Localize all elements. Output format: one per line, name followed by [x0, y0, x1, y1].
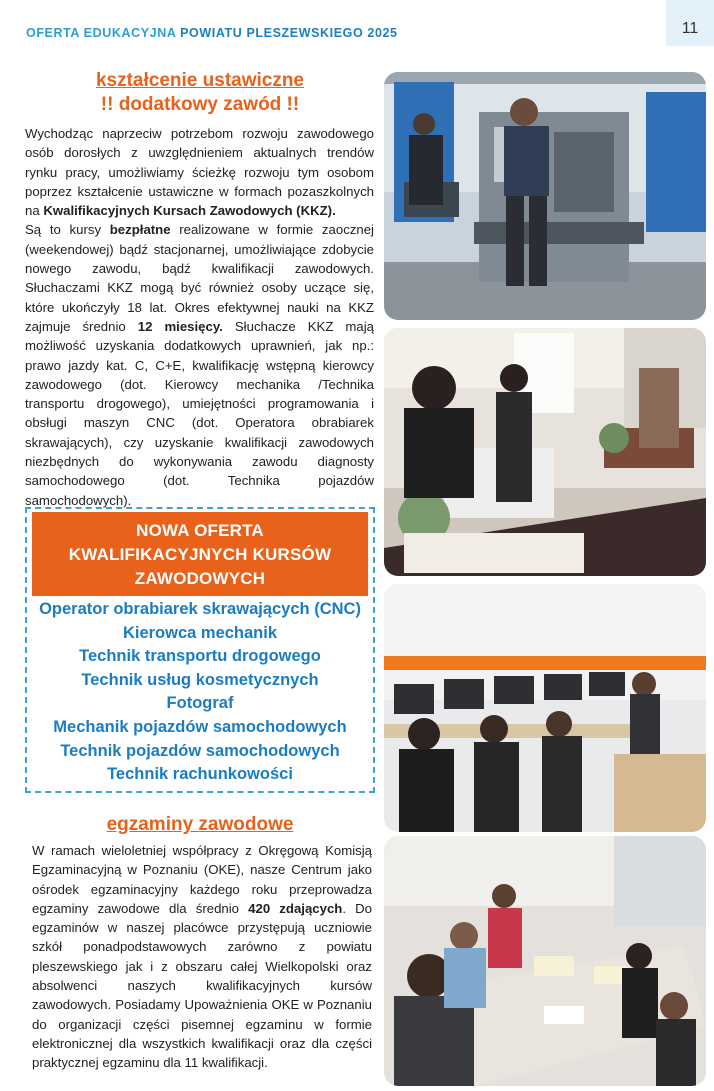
- paragraph-2-text-cont: realizowane w formie zaocznej (weekendowej) bądź stacjonarnej, umożliwiające zdobycie nowego zawodu, bądź kwalifikacji zawodowych. Słuchaczami KKZ mogą być również osoby uczące się, które ukończyły 18 lat. Okres efektywnej nauki na KKZ zajmuje średnio: [25, 222, 374, 334]
- course-item: Mechanik pojazdów samochodowych: [53, 717, 347, 736]
- publication-title-part1: OFERTA EDUKACYJNA: [26, 26, 177, 40]
- computer-lab-photo: [384, 584, 706, 832]
- paragraph-2-text-end: Słuchacze KKZ mają możliwość uzyskania dodatkowych uprawnień, jak np.: prawo jazdy kat. C, C+E, kwalifikację wstępną kierowcy zawodowego (dot. Kierowcy mechanika /Technika transportu drogowego), umiejętności programowania i obsługi maszyn CNC (dot. Operatora obrabiarek skrawających), czy uzyskanie kwalifikacji zawodowych niezbędnych do wykonywania zawodu diagnosty samochodowego (dot. Technika pojazdów samochodowych).: [25, 318, 374, 508]
- page-number: 11: [666, 0, 714, 46]
- course-item: Operator obrabiarek skrawających (CNC): [39, 600, 361, 618]
- exams-text-1: W ramach wieloletniej współpracy z Okręgową Komisją Egzaminacyjną w Poznaniu (OKE), nasze Centrum jako ośrodek egzaminacyjny każdego roku przeprowadza egzaminy zawodowe dla średnio: [32, 843, 372, 916]
- course-item: Technik pojazdów samochodowych: [60, 741, 340, 760]
- publication-title-part2: POWIATU PLESZEWSKIEGO 2025: [180, 26, 398, 40]
- continuing-education-text: [25, 124, 374, 510]
- section-heading-continuing-education: kształcenie ustawiczne: [95, 70, 305, 91]
- course-item: Kierowca mechanik: [122, 623, 278, 642]
- offer-box-title: [32, 512, 368, 596]
- page-header: [0, 0, 714, 56]
- section-subheading-extra-profession: !! dodatkowy zawód !!: [100, 94, 300, 115]
- course-item: Technik rachunkowości: [107, 765, 293, 784]
- paragraph-1-text: Wychodząc naprzeciw potrzebom rozwoju zawodowego osób dorosłych z uwzględnieniem aktualnych trendów rynku pracy, umożliwiamy ścieżkę rozwoju tym osobom poprzez kształcenie ustawiczne w formach pozaszkolnych na: [25, 126, 374, 219]
- paragraph-2-bold-free: bezpłatne: [109, 222, 171, 238]
- publication-title: [26, 26, 398, 40]
- course-item: Technik transportu drogowego: [79, 647, 321, 666]
- course-item: Technik usług kosmetycznych: [81, 670, 319, 689]
- exam-room-photo: [384, 836, 706, 1086]
- section-heading-vocational-exams: egzaminy zawodowe: [106, 814, 294, 835]
- paragraph-1-bold: Kwalifikacyjnych Kursach Zawodowych (KKZ).: [43, 203, 336, 219]
- exams-text-2: . Do egzaminów w naszej placówce przystępują uczniowie szkół ponadpodstawowych zarówno z powiatu pleszewskiego jak i z obszaru całej Wielkopolski oraz absolwenci naszych kwalifikacyjnych kursów zawodowych. Posiadamy Upoważnienia OKE w Poznaniu do organizacji części pisemnej egzaminu w formie elektronicznej dla wszystkich kwalifikacji oraz dla części praktycznej egzaminu dla 11 kwalifikacji.: [32, 900, 373, 1071]
- cnc-workshop-photo: [384, 72, 706, 320]
- paragraph-2-text: Są to kursy: [25, 222, 110, 238]
- beauty-salon-photo: [384, 328, 706, 576]
- vocational-exams-text: [32, 841, 372, 1073]
- new-courses-offer-box: [25, 507, 375, 793]
- offer-title-line-2: KWALIFIKACYJNYCH KURSÓW: [68, 545, 332, 564]
- course-list: [27, 598, 373, 787]
- offer-title-line-1: NOWA OFERTA: [136, 521, 264, 540]
- course-item: Fotograf: [166, 694, 234, 713]
- paragraph-2-bold-duration: 12 miesięcy.: [137, 318, 223, 334]
- offer-title-line-3: ZAWODOWYCH: [134, 569, 266, 588]
- exams-bold-count: 420 zdających: [248, 900, 343, 916]
